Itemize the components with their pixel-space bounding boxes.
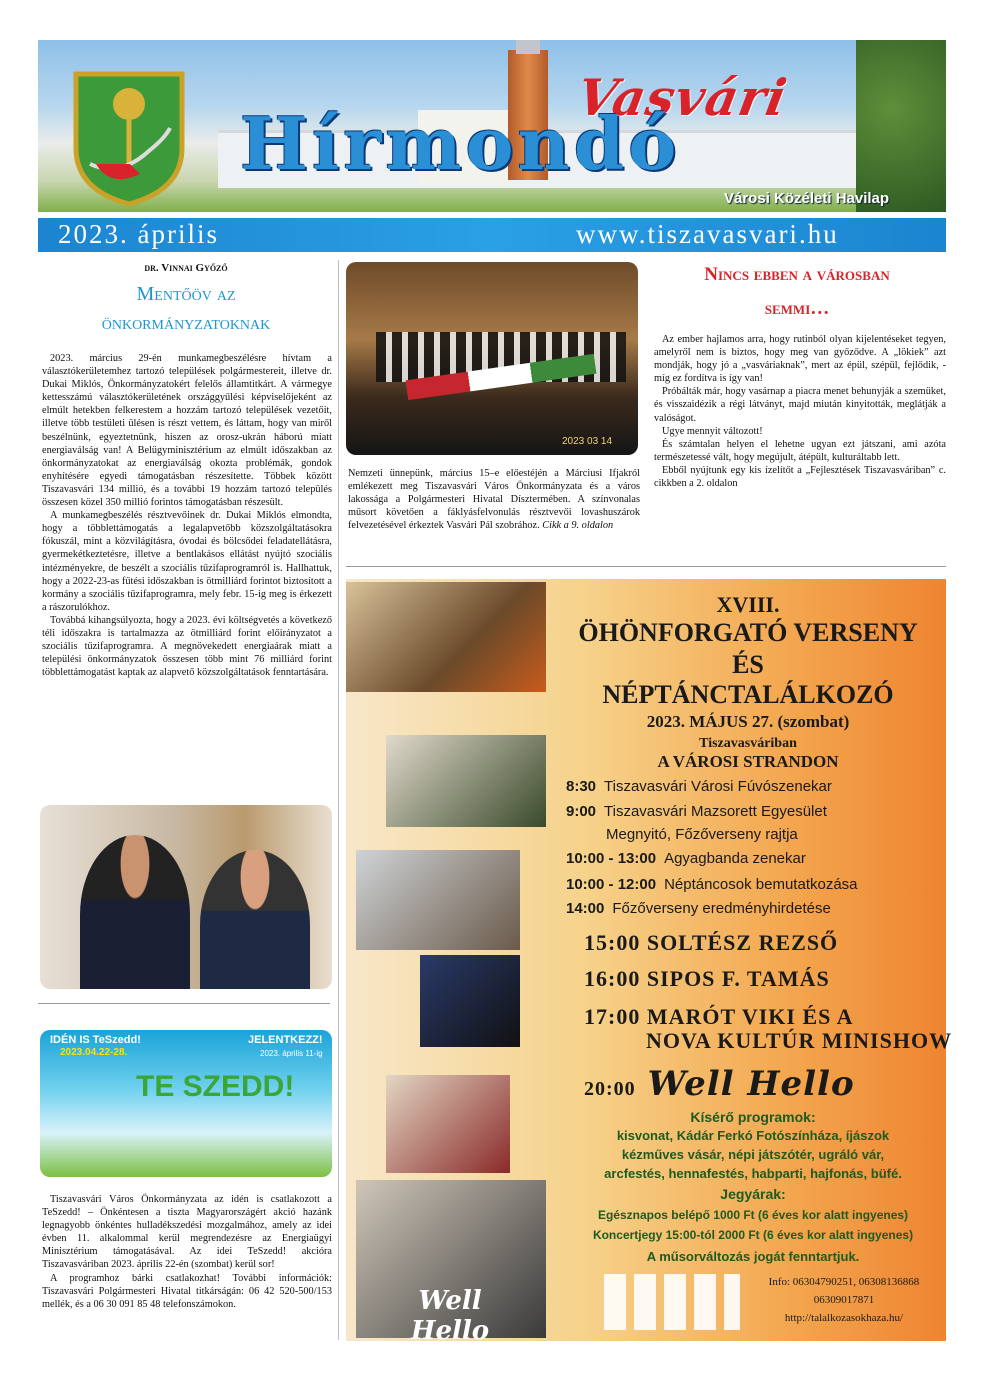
sponsor-logos [604, 1274, 740, 1330]
subtitle: Városi Közéleti Havilap [724, 190, 890, 207]
poster-photo-singer2 [420, 955, 520, 1047]
poster-photo-band [386, 735, 546, 827]
poster-program-item: 10:00 - 12:00 Néptáncosok bemutatkozása [566, 876, 858, 893]
poster-side-2: kézműves vásár, népi játszótér, ugráló vár, [621, 1147, 885, 1162]
poster-program-item: 14:00 Főzőverseny eredményhirdetése [566, 900, 831, 917]
article-title: Mentőöv az önkormányzatoknak [101, 283, 271, 334]
poster-edition: XVIII. [716, 592, 780, 617]
meeting-photo [40, 805, 332, 989]
ceremony-photo [346, 262, 638, 455]
divider [346, 566, 946, 567]
poster-program-item: 9:00 Tiszavasvári Mazsorett Egyesület [566, 803, 827, 820]
poster-date: 2023. MÁJUS 27. (szombat) [646, 712, 850, 731]
poster-title-2: ÉS [732, 650, 764, 679]
poster-place-1: Tiszavasváriban [699, 736, 797, 751]
title-hirmondo: Hírmondó [240, 101, 681, 186]
poster-title-3: NÉPTÁNCTALÁLKOZÓ [602, 680, 894, 709]
teszedd-logo: TE SZEDD! [136, 1070, 295, 1103]
photo-timestamp: 2023 03 14 [562, 436, 613, 447]
poster-prices-title: Jegyárak: [720, 1186, 786, 1202]
poster-act: 17:00 MARÓT VIKI ÉS A [584, 1004, 854, 1029]
article2-title: Nincs ebben a városban semmi… [704, 264, 890, 319]
teszedd-article: Tiszavasvári Város Önkormányzata az idén is csatlakozott a TeSzedd! – Önkéntesen a tiszta Magyarországért akció hazánk legnagyobb önkéntes hulladékszedési mozgalmához, amely az idei évben 11. alkalommal kerül megrendezésre az Energiaügyi Minisztérium támogatásával. Az idei TeSzedd! akcióra Tiszavasváriban 2023. április 22-én (szombat) kerül sor! A programhoz bárki csatlakozhat! További információk: Tiszavasvári Polgármesteri Hivatal titkárságán: 06 42 520-500/153 mellék, és a 06 30 091 85 48 telefonszámokon. [42, 1194, 332, 1310]
article-body: 2023. március 29-én munkamegbeszélésre hívtam a választókerületemhez tartozó települések polgármestereit, illetve dr. Dukai Miklós, Önkormányzatokért felelős államtitkárt. A vármegye kettesszámú választókerületének országgyűlési képviselőjeként az elmúlt hetekben felkerestem a hozzám tartozó települések vezetőit, illetve több testületi ülésen is részt vettem, és láttam, hogy van miről beszélnünk, egyeztetnünk, hiszen az orosz-ukrán háború miatt energiaválság van! A Belügyminisztérium az elmúlt időszakban az önkormányzatokat az energiaválság okozta problémák, gondok enyhítésére egyedi támogatásban részesítette. Többek között Tiszavasvári 134 millió, és a további 19 hozzám tartozó település összesen közel 350 millió forintos támogatásban részesült. A munkamegbeszélés résztvevőinek dr. Dukai Miklós elmondta, hogy a többlettámogatás a legalapvetőbb közszolgáltatásokra fókuszál, mint a közvilágításra, óvodai és bölcsődei feladatellátásra, gyermekétkeztetésre, illetve a bentlakásos ellátást nyújtó szociális intézményekre, de beszélt a szociális tűzifaprogramról is. Hallhattuk, hogy a 2022-23-as fűtési időszakban is ötmilliárd forintot biztosított a kormány a szociális tűzifaprogramra, mely febr. 15-ig meg is érkezett a rászorulókhoz. Továbbá kihangsúlyozta, hogy a 2023. évi költségvetés a következő téli időszakra is tartalmazza az ötmilliárd forint előirányzatot a szociális tűzifaprogramra. A megnövekedett energiaárak miatt a települési önkormányzatok összesen több mint 76 milliárd forint többlettámogatást kaptak az alapvető közszolgáltatások fenntartására. [42, 353, 332, 679]
issue-date: 2023. április [58, 219, 219, 249]
teszedd-right-title: JELENTKEZZ! [248, 1034, 323, 1046]
poster-price-2: Koncertjegy 15:00-tól 2000 Ft (6 éves kor alatt ingyenes) [592, 1228, 914, 1242]
poster-info-2: 06309017871 [813, 1294, 875, 1306]
poster-act: 16:00 SIPOS F. TAMÁS [584, 966, 830, 991]
photo-caption: Nemzeti ünnepünk, március 15–e előestéjén a Márciusi Ifjakról emlékezett meg Tiszavasvári Város Önkormányzata és a város lakossága a Polgármesteri Hivatal Dísztermében. A színvonalas műsort követően a fáklyásfelvonulás résztvevői lovashuszárok felvezetésével érkeztek Vasvári Pál szobrához. Cikk a 9. oldalon [348, 468, 640, 532]
poster-wellhello-photo-label: Well Hello [410, 1286, 490, 1346]
poster-side-3: arcfestés, hennafestés, habparti, hajfonás, büfé. [604, 1166, 902, 1181]
teszedd-right-date: 2023. április 11-ig [260, 1049, 323, 1058]
poster-act: NOVA KULTÚR MINISHOW [646, 1028, 953, 1053]
poster-info-1: Info: 06304790251, 06308136868 [768, 1276, 920, 1288]
teszedd-left-date: 2023.04.22-28. [60, 1047, 128, 1058]
poster-act: 20:00 Well Hello [584, 1064, 855, 1104]
site-url[interactable]: www.tiszavasvari.hu [576, 219, 839, 249]
poster-act: 15:00 SOLTÉSZ REZSŐ [584, 930, 839, 955]
divider [38, 1003, 330, 1004]
poster-price-1: Egésznapos belépő 1000 Ft (6 éves kor alatt ingyenes) [597, 1208, 909, 1222]
poster-place-2: A VÁROSI STRANDON [657, 752, 839, 771]
poster-site[interactable]: http://talalkozasokhaza.hu/ [784, 1312, 904, 1324]
poster-program-item: 10:00 - 13:00 Agyagbanda zenekar [566, 850, 806, 867]
teszedd-left-title: IDÉN IS TeSzedd! [50, 1034, 141, 1046]
poster-photo-cooking [346, 582, 546, 692]
poster-program-item: Megnyitó, Főzőverseny rajtja [606, 826, 798, 843]
article-author: dr. Vinnai Győző [144, 262, 228, 274]
poster-side-1: kisvonat, Kádár Ferkó Fotószínháza, íjászok [616, 1128, 890, 1143]
poster-side-title: Kísérő programok: [690, 1109, 816, 1125]
poster-photo-singer1 [356, 850, 520, 950]
poster-note: A műsorváltozás jogát fenntartjuk. [646, 1249, 860, 1264]
poster-title-1: ÖHÖNFORGATÓ VERSENY [578, 618, 918, 647]
poster-program-item: 8:30 Tiszavasvári Városi Fúvószenekar [566, 778, 832, 795]
title-vasvari: Vasvári [572, 68, 792, 127]
article2-body: Az ember hajlamos arra, hogy rutinból olyan kijelentéseket tegyen, amelyről nem is biztos, hogy meg van győződve. A „lökiek” azt mondják, hogy jó a „vasváriaknak”, mert az épül, szépül, fejlődik, - míg ez fordítva is így van! Próbálták már, hogy vasárnap a piacra menet behunyják a szemüket, és visszaidézik a régi látványt, majd miután kinyitották, meglátják a valóságot. Ugye mennyit változott! És számtalan helyen el lehetne ugyan ezt játszani, ami azóta természetessé vált, hogy megújult, átépült, kulturáltabb lett. Ebből nyújtunk egy kis ízelítőt a „Fejlesztések Tiszavasváriban” c. cikkben a 2. oldalon [654, 334, 946, 490]
poster-photo-marot [386, 1075, 510, 1173]
city-crest-icon [70, 68, 188, 208]
column-divider [338, 260, 339, 1340]
